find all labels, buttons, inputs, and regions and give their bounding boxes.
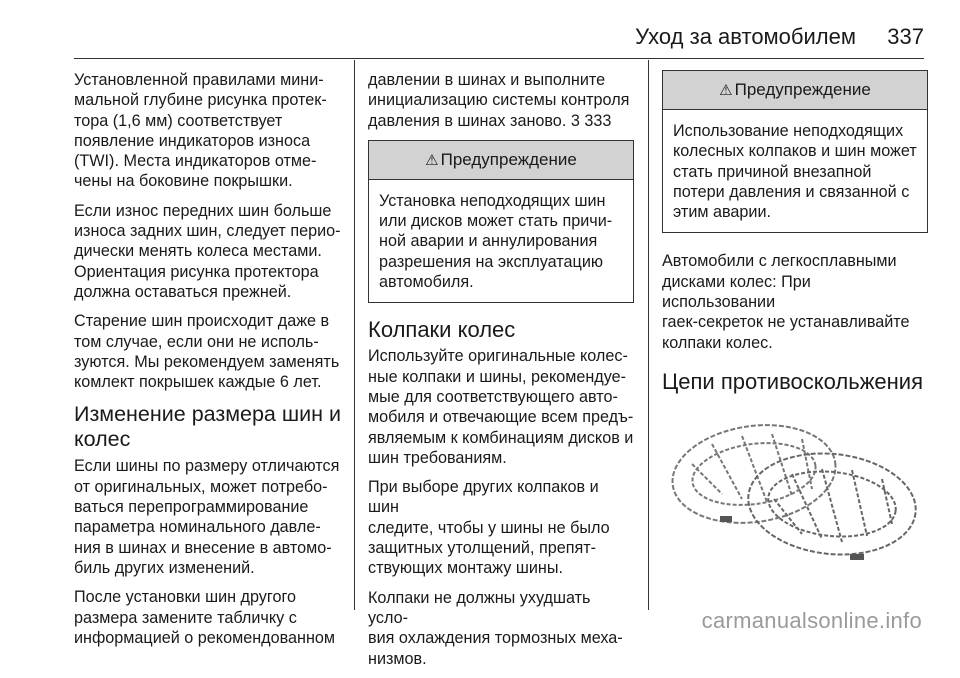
warning-icon: ⚠ [719, 82, 733, 99]
paragraph: Если шины по размеру отличаются от оригинальных, может потребо- ваться перепрограммирование параметра номинального давле- ния в шинах и внесение в автомо- биль других изменений. [74, 457, 340, 577]
section-heading: Колпаки колес [368, 317, 516, 343]
warning-box [368, 140, 634, 303]
warning-header [369, 141, 633, 180]
warning-title: Предупреждение [440, 149, 577, 169]
column-divider [648, 60, 649, 610]
column-2 [368, 70, 634, 678]
column-1 [74, 70, 350, 657]
paragraph: Старение шин происходит даже в том случае, если они не исполь- зуются. Мы рекомендуем заменять комлект покрышек каждые 6 лет. [74, 312, 340, 392]
paragraph: Установленной правилами мини- мальной глубине рисунка протек- тора (1,6 мм) соответствует появление индикаторов износа (TWI). Места индикаторов отме- чены на боковине покрышки. [74, 71, 327, 191]
watermark: carmanualsonline.info [701, 608, 922, 633]
paragraph [368, 70, 634, 131]
warning-box [662, 70, 928, 233]
paragraph: После установки шин другого размера замените табличку с информацией о рекомендованном [74, 588, 336, 647]
header-rule [74, 58, 924, 59]
warning-text: Использование неподходящих колесных колпаков и шин может стать причиной внезапной потери давления и связанной с этим аварии. [673, 122, 917, 222]
section-heading: Цепи противоскольжения [662, 368, 923, 394]
warning-title: Предупреждение [734, 80, 871, 99]
paragraph: При выборе других колпаков и шин следите, чтобы у шины не было защитных утолщений, препят- ствующих монтажу шины. [368, 478, 610, 578]
paragraph: Автомобили с легкосплавными дисками колес: При использовании гаек-секреток не устанавливайте колпаки колес. [662, 252, 910, 352]
column-divider [354, 60, 355, 610]
page-number: 337 [887, 24, 924, 49]
section-heading: Изменение размера шин и колес [74, 402, 341, 452]
warning-icon: ⚠ [425, 151, 439, 169]
paragraph-text: давлении в шинах и выполните инициализацию системы контроля давления в шинах заново. [368, 71, 630, 130]
paragraph: Колпаки не должны ухудшать усло- вия охлаждения тормозных меха- низмов. [368, 588, 623, 668]
page-header [0, 0, 960, 60]
page-reference-link[interactable]: 3 333 [570, 111, 612, 130]
warning-header [663, 71, 927, 110]
warning-text: Установка неподходящих шин или дисков может стать причи- ной аварии и аннулирования разрешения на эксплуатацию автомобиля. [379, 191, 613, 292]
paragraph: Используйте оригинальные колес- ные колпаки и шины, рекомендуе- мые для соответствующего авто- мобиля и отвечающие всем предъ- являемым к комбинациям дисков и шин требованиям. [368, 347, 634, 467]
snow-chains-illustration [662, 404, 924, 574]
paragraph: Если износ передних шин больше износа задних шин, следует перио- дически менять колеса местами. Ориентация рисунка протектора должна оставаться прежней. [74, 201, 341, 301]
header-title: Уход за автомобилем [635, 24, 856, 49]
column-3 [662, 70, 928, 579]
